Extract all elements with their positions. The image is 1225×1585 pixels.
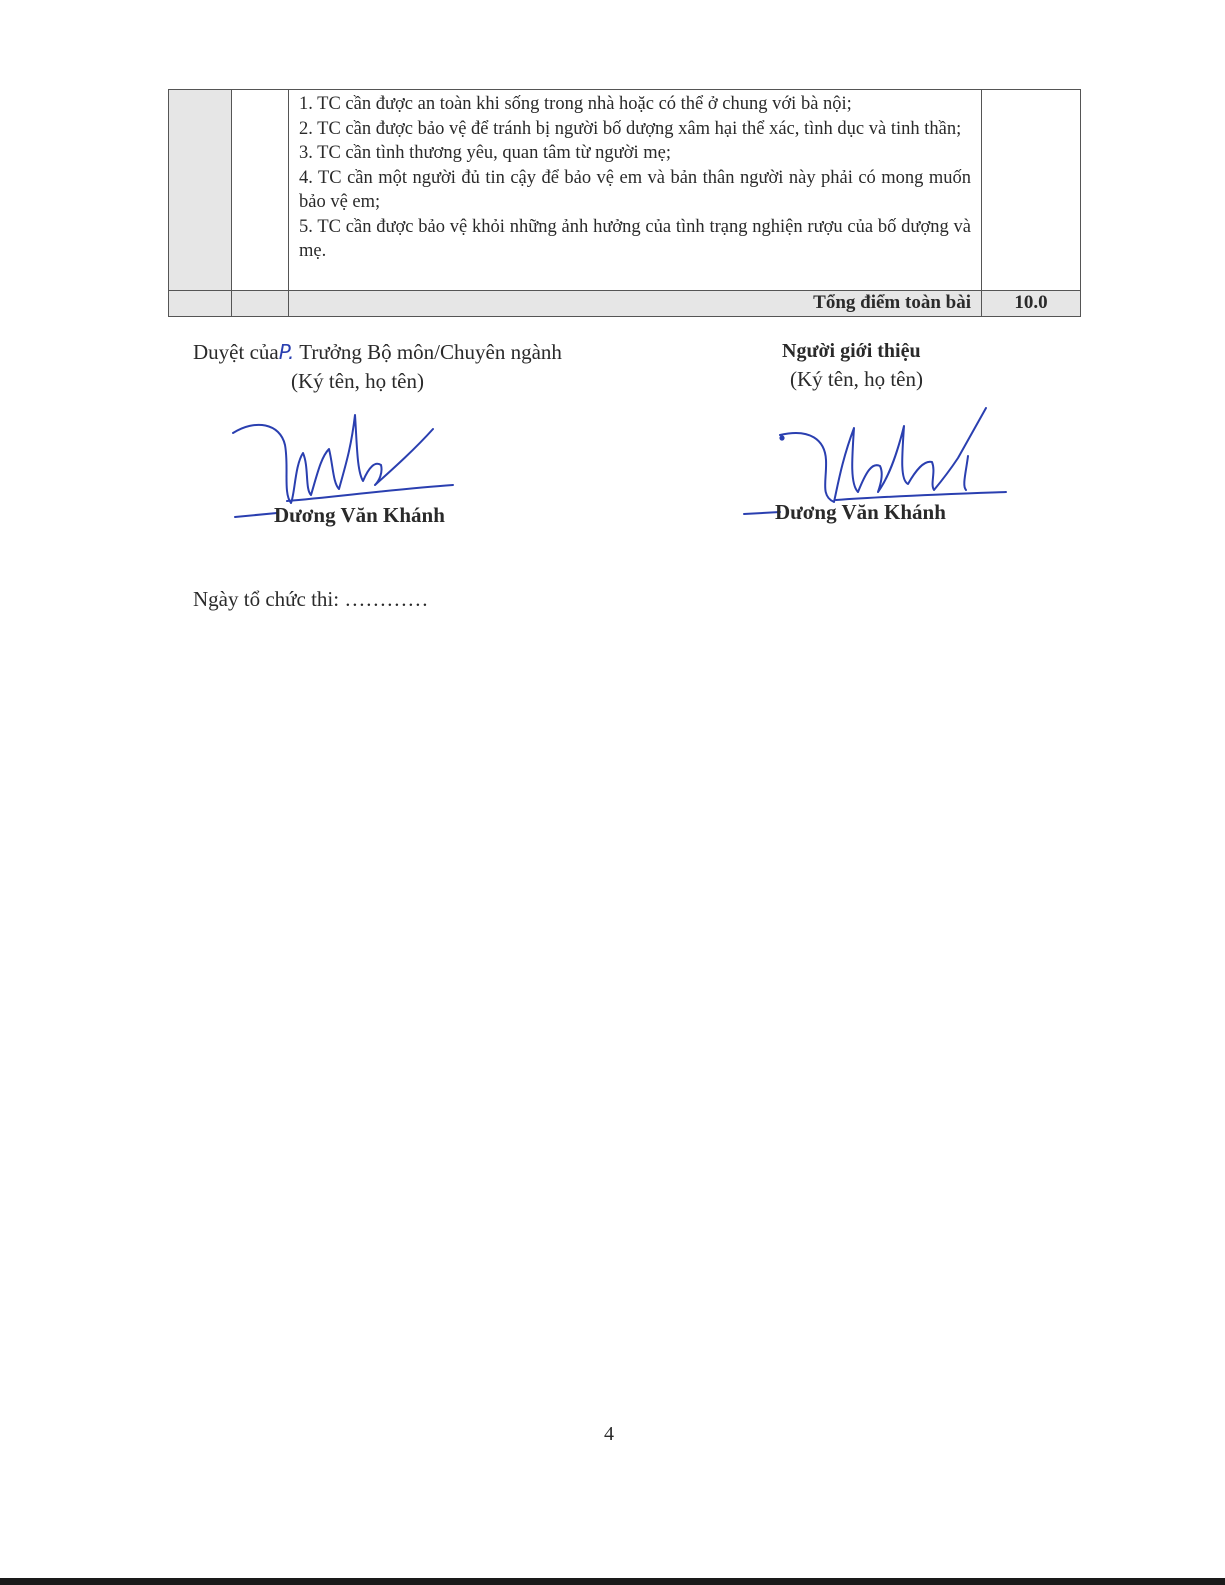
total-cell-blank	[232, 290, 289, 316]
page-number: 4	[604, 1423, 614, 1445]
presenter-title: Người giới thiệu	[782, 340, 921, 362]
handwritten-mark: P.	[278, 340, 295, 364]
answer-item: 1. TC cần được an toàn khi sống trong nhà hoặc có thể ở chung với bà nội;	[299, 94, 852, 114]
table-row	[169, 90, 1081, 291]
table-cell-score	[982, 90, 1081, 291]
table-cell-content	[289, 90, 982, 291]
approver-title-prefix: Duyệt của	[193, 340, 279, 364]
presenter-subtitle: (Ký tên, họ tên)	[790, 367, 923, 391]
answer-item: 4. TC cần một người đủ tin cậy để bảo vệ em và bản thân người này phải có mong muốn bảo vệ em;	[299, 167, 971, 212]
approver-subtitle: (Ký tên, họ tên)	[291, 369, 424, 393]
answer-item: 2. TC cần được bảo vệ để tránh bị người bố dượng xâm hại thể xác, tình dục và tinh thần;	[299, 118, 962, 139]
bottom-scan-edge	[0, 1578, 1225, 1585]
table-cell-number	[169, 90, 232, 291]
total-row	[169, 290, 1081, 316]
table-cell-sub	[232, 90, 289, 291]
grading-table	[168, 89, 1081, 317]
total-value: 10.0	[982, 290, 1081, 316]
total-label: Tổng điểm toàn bài	[289, 290, 982, 316]
approver-name: Dương Văn Khánh	[274, 503, 445, 527]
presenter-name: Dương Văn Khánh	[775, 500, 946, 524]
approver-title	[193, 340, 562, 365]
approver-title-suffix: Trưởng Bộ môn/Chuyên ngành	[294, 340, 562, 364]
total-cell-blank	[169, 290, 232, 316]
answer-item: 3. TC cần tình thương yêu, quan tâm từ người mẹ;	[299, 143, 671, 163]
exam-date: Ngày tổ chức thi: …………	[193, 587, 429, 611]
answer-item: 5. TC cần được bảo vệ khỏi những ảnh hưởng của tình trạng nghiện rượu của bố dượng và mẹ.	[299, 216, 971, 261]
